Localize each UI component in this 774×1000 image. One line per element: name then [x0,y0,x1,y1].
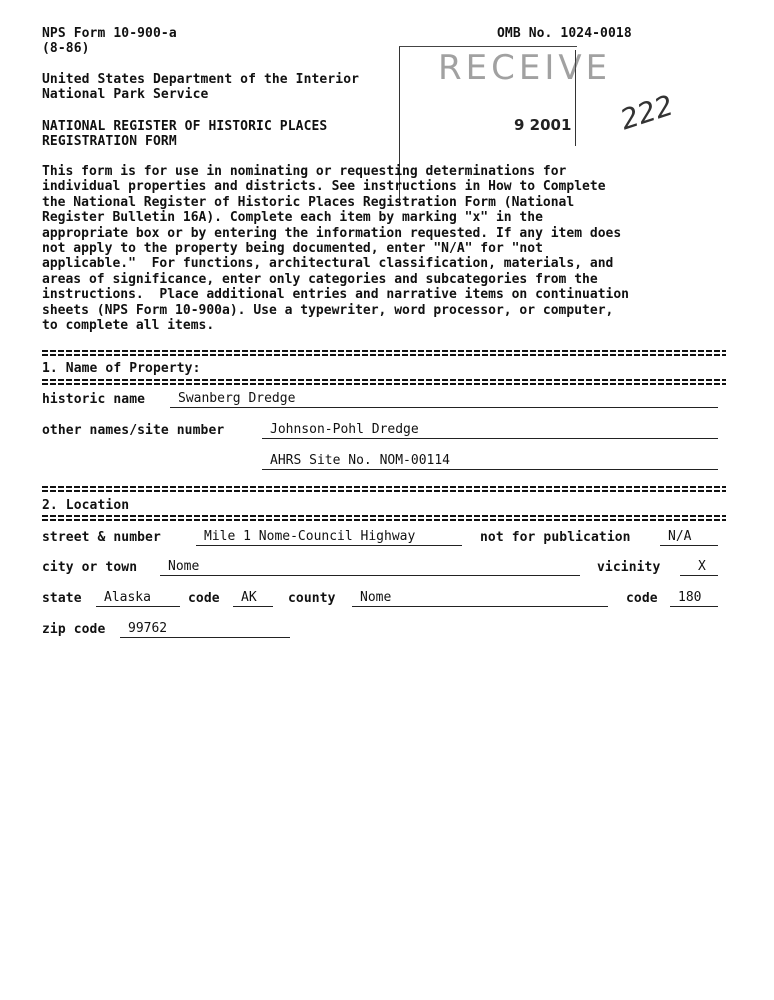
section2-heading: 2. Location [42,498,130,513]
street-field[interactable]: Mile 1 Nome-Council Highway [196,529,462,546]
instruction-line: instructions. Place additional entries and narrative items on continuation [42,287,629,303]
state-code-label: code [188,591,220,606]
omb-number: OMB No. 1024-0018 [497,26,632,41]
instruction-line: sheets (NPS Form 10-900a). Use a typewriter, word processor, or computer, [42,302,614,318]
section1-heading: 1. Name of Property: [42,361,201,376]
instruction-line: areas of significance, enter only categories and subcategories from the [42,271,598,287]
form-id: NPS Form 10-900-a [42,26,177,41]
instruction-line: applicable." For functions, architectural classification, materials, and [42,256,614,272]
state-field[interactable]: Alaska [96,590,180,607]
instruction-line: not apply to the property being documented, enter "N/A" for "not [42,240,543,256]
form-subtitle: REGISTRATION FORM [42,134,177,149]
form-title: NATIONAL REGISTER OF HISTORIC PLACES [42,119,328,134]
section-separator [42,486,726,494]
zip-label: zip code [42,622,106,637]
county-code-field[interactable]: 180 [670,590,718,607]
instruction-line: appropriate box or by entering the information requested. If any item does [42,225,622,241]
site-number-field[interactable]: AHRS Site No. NOM-00114 [262,453,718,470]
other-names-label: other names/site number [42,423,225,438]
vicinity-field[interactable]: X [680,559,718,576]
not-for-publication-field[interactable]: N/A [660,529,718,546]
county-field[interactable]: Nome [352,590,608,607]
vicinity-label: vicinity [597,560,661,575]
section-separator [42,379,726,387]
handwritten-number: 222 [616,88,678,137]
county-code-label: code [626,591,658,606]
instructions-paragraph [42,164,732,333]
street-label: street & number [42,530,161,545]
agency-line: National Park Service [42,87,209,102]
county-label: county [288,591,336,606]
instruction-line: the National Register of Historic Places Registration Form (National [42,194,575,210]
zip-field[interactable]: 99762 [120,621,290,638]
received-stamp-text: RECEIVE [438,48,612,88]
instruction-line: to complete all items. [42,317,215,333]
instruction-line: Register Bulletin 16A). Complete each item by marking "x" in the [42,210,543,226]
historic-name-field[interactable]: Swanberg Dredge [170,391,718,408]
historic-name-label: historic name [42,392,146,407]
form-date: (8-86) [42,41,90,56]
section-separator [42,350,726,358]
not-for-publication-label: not for publication [480,530,631,545]
state-label: state [42,591,82,606]
instruction-line: This form is for use in nominating or requesting determinations for [42,164,567,179]
section-separator [42,515,726,523]
other-names-field[interactable]: Johnson-Pohl Dredge [262,422,718,439]
state-code-field[interactable]: AK [233,590,273,607]
instruction-line: individual properties and districts. See instructions in How to Complete [42,179,606,195]
department-line: United States Department of the Interior [42,72,360,87]
city-label: city or town [42,560,138,575]
received-stamp-date: 9 2001 [514,116,572,134]
city-field[interactable]: Nome [160,559,580,576]
